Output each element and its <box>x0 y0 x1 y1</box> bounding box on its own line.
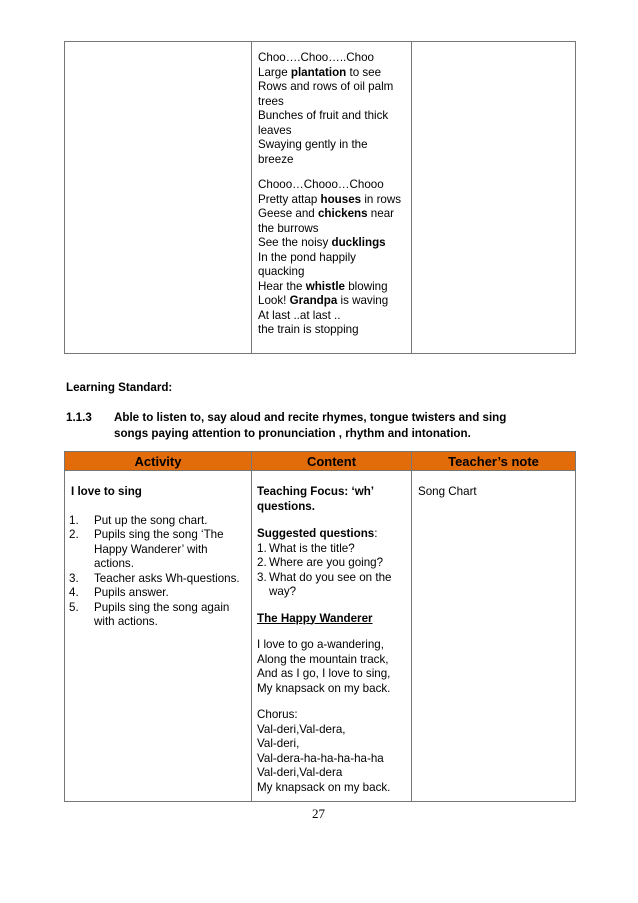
lesson-table <box>64 451 576 802</box>
train-verse-1-line <box>258 51 411 66</box>
train-verse-1-line <box>258 66 411 81</box>
activity-step-text-line: Pupils sing the song ‘The <box>94 528 224 541</box>
teaching-focus-line-1: Teaching Focus: ‘wh’ <box>257 485 375 498</box>
teachers-note-text: Song Chart <box>418 485 477 498</box>
teachers-note-cell <box>412 471 576 802</box>
page-number: 27 <box>312 806 325 821</box>
teaching-focus-line-2: questions. <box>257 499 315 513</box>
text-segment: Large <box>258 65 291 79</box>
song-chorus-line: Val-deri,Val-dera <box>257 766 343 779</box>
text-segment: Bunches of fruit and thick <box>258 109 389 122</box>
song-chorus-line: Val-deri,Val-dera, <box>257 722 346 736</box>
text-segment: leaves <box>258 123 292 137</box>
song-title: The Happy Wanderer <box>257 611 373 625</box>
question-item-text <box>269 571 391 600</box>
train-verse-1-line <box>258 153 411 168</box>
learning-standard-text-line-1: Able to listen to, say aloud and recite rhymes, tongue twisters and sing <box>114 411 507 424</box>
keyword: ducklings <box>331 236 386 249</box>
text-segment: is waving <box>337 294 389 307</box>
activity-step-number: 2. <box>69 528 79 541</box>
keyword: whistle <box>305 279 346 293</box>
text-segment: breeze <box>258 152 294 166</box>
activity-steps-list <box>69 514 251 630</box>
text-segment: the burrows <box>258 221 319 235</box>
train-verse-1 <box>258 51 411 167</box>
keyword: houses <box>320 192 362 206</box>
header-teachers-note: Teacher’s note <box>412 452 576 471</box>
activity-step-text <box>94 528 224 572</box>
question-item-text <box>269 542 355 557</box>
train-verse-2-line <box>258 193 411 208</box>
question-item-text-line: Where are you going? <box>269 556 384 569</box>
activity-step <box>69 572 251 587</box>
learning-standard-code: 1.1.3 <box>66 411 92 424</box>
learning-standard-heading: Learning Standard: <box>66 381 173 394</box>
text-segment: Rows and rows of oil palm <box>258 80 394 93</box>
text-segment: See the noisy <box>258 236 332 249</box>
activity-step <box>69 514 251 529</box>
question-item-text-line: What is the title? <box>269 541 355 555</box>
questions-list <box>257 542 411 600</box>
song-chorus-line: Val-deri, <box>257 737 300 750</box>
train-verse-1-line <box>258 80 411 95</box>
activity-step-number: 1. <box>69 513 79 527</box>
text-segment: Hear the <box>258 279 306 293</box>
text-segment: Swaying gently in the <box>258 138 368 151</box>
train-verse-2-line <box>258 294 411 309</box>
header-activity: Activity <box>65 452 252 471</box>
question-item <box>257 571 411 600</box>
activity-step-text-line: Pupils answer. <box>94 586 169 599</box>
train-verse-2-line <box>258 236 411 251</box>
song-chorus <box>257 708 411 795</box>
text-segment: trees <box>258 94 284 108</box>
text-segment: Choo….Choo…..Choo <box>258 51 374 64</box>
activity-step-text <box>94 601 229 630</box>
text-segment: Look! <box>258 294 290 307</box>
text-segment: near <box>367 207 395 220</box>
suggested-questions-label: Suggested questions <box>257 527 375 540</box>
train-verse-2-line <box>258 251 411 266</box>
suggested-questions-heading <box>257 527 411 542</box>
activity-step-number: 4. <box>69 586 79 599</box>
train-verse-1-line <box>258 124 411 139</box>
text-segment: quacking <box>258 265 305 278</box>
question-item-number: 3. <box>257 570 267 584</box>
train-verse-2-line <box>258 280 411 295</box>
keyword: plantation <box>290 65 347 79</box>
suggested-questions-colon: : <box>374 527 378 540</box>
activity-cell <box>65 471 252 802</box>
activity-step-text-line: Teacher asks Wh-questions. <box>94 571 240 585</box>
song-verse-line: And as I go, I love to sing, <box>257 667 391 680</box>
song-verse-line: Along the mountain track, <box>257 652 389 666</box>
activity-step <box>69 528 251 572</box>
text-segment: the train is stopping <box>258 323 359 336</box>
question-item <box>257 542 411 557</box>
activity-step <box>69 586 251 601</box>
activity-step-text-line: Pupils sing the song again <box>94 600 230 614</box>
text-segment: in rows <box>361 192 402 206</box>
song-verse <box>257 638 411 696</box>
content-cell <box>252 471 412 802</box>
activity-step-number: 5. <box>69 600 79 614</box>
train-verse-2-line <box>258 222 411 237</box>
train-verse-2-line <box>258 265 411 280</box>
song-chorus-line: Chorus: <box>257 708 298 721</box>
keyword: Grandpa <box>289 294 338 307</box>
text-segment: Pretty attap <box>258 192 321 206</box>
text-segment: Geese and <box>258 207 318 220</box>
question-item-text-line: way? <box>269 585 297 598</box>
song-verse-line: My knapsack on my back. <box>257 681 391 695</box>
train-verse-2-line <box>258 309 411 324</box>
song-verse-line: I love to go a-wandering, <box>257 638 384 651</box>
activity-step-text <box>94 572 240 587</box>
activity-step-text-line: actions. <box>94 557 134 570</box>
activity-step-text-line: Happy Wanderer’ with <box>94 542 208 556</box>
question-item <box>257 556 411 571</box>
top-table-activity-cell <box>65 42 252 354</box>
activity-step-text-line: Put up the song chart. <box>94 513 208 527</box>
top-table <box>64 41 576 354</box>
song-chorus-line: Val-dera-ha-ha-ha-ha-ha <box>257 751 384 765</box>
activity-step-text-line: with actions. <box>94 615 158 628</box>
activity-step-text <box>94 586 169 601</box>
question-item-text <box>269 556 383 571</box>
train-verse-1-line <box>258 95 411 110</box>
train-verse-1-line <box>258 109 411 124</box>
text-segment: to see <box>346 65 382 79</box>
question-item-text-line: What do you see on the <box>269 570 392 584</box>
text-segment: blowing <box>345 279 388 293</box>
lesson-table-header <box>65 452 576 471</box>
question-item-number: 2. <box>257 556 267 569</box>
activity-title: I love to sing <box>71 485 142 498</box>
train-verse-2-line <box>258 323 411 338</box>
train-verse-2-line <box>258 178 411 193</box>
learning-standard-text-line-2: songs paying attention to pronunciation , rhythm and intonation. <box>114 427 471 440</box>
question-item-number: 1. <box>257 541 267 555</box>
text-segment: At last ..at last .. <box>258 308 341 322</box>
keyword: chickens <box>317 207 368 220</box>
train-verse-2-line <box>258 207 411 222</box>
text-segment: In the pond happily <box>258 250 356 264</box>
top-table-note-cell <box>412 42 576 354</box>
lesson-row <box>65 471 576 802</box>
activity-step-text <box>94 514 207 529</box>
top-table-content-cell <box>252 42 412 354</box>
activity-step <box>69 601 251 630</box>
train-verse-1-line <box>258 138 411 153</box>
text-segment: Chooo…Chooo…Chooo <box>258 178 384 191</box>
activity-step-number: 3. <box>69 571 79 585</box>
header-content: Content <box>252 452 412 471</box>
song-chorus-line: My knapsack on my back. <box>257 780 391 794</box>
train-verse-2 <box>258 178 411 338</box>
